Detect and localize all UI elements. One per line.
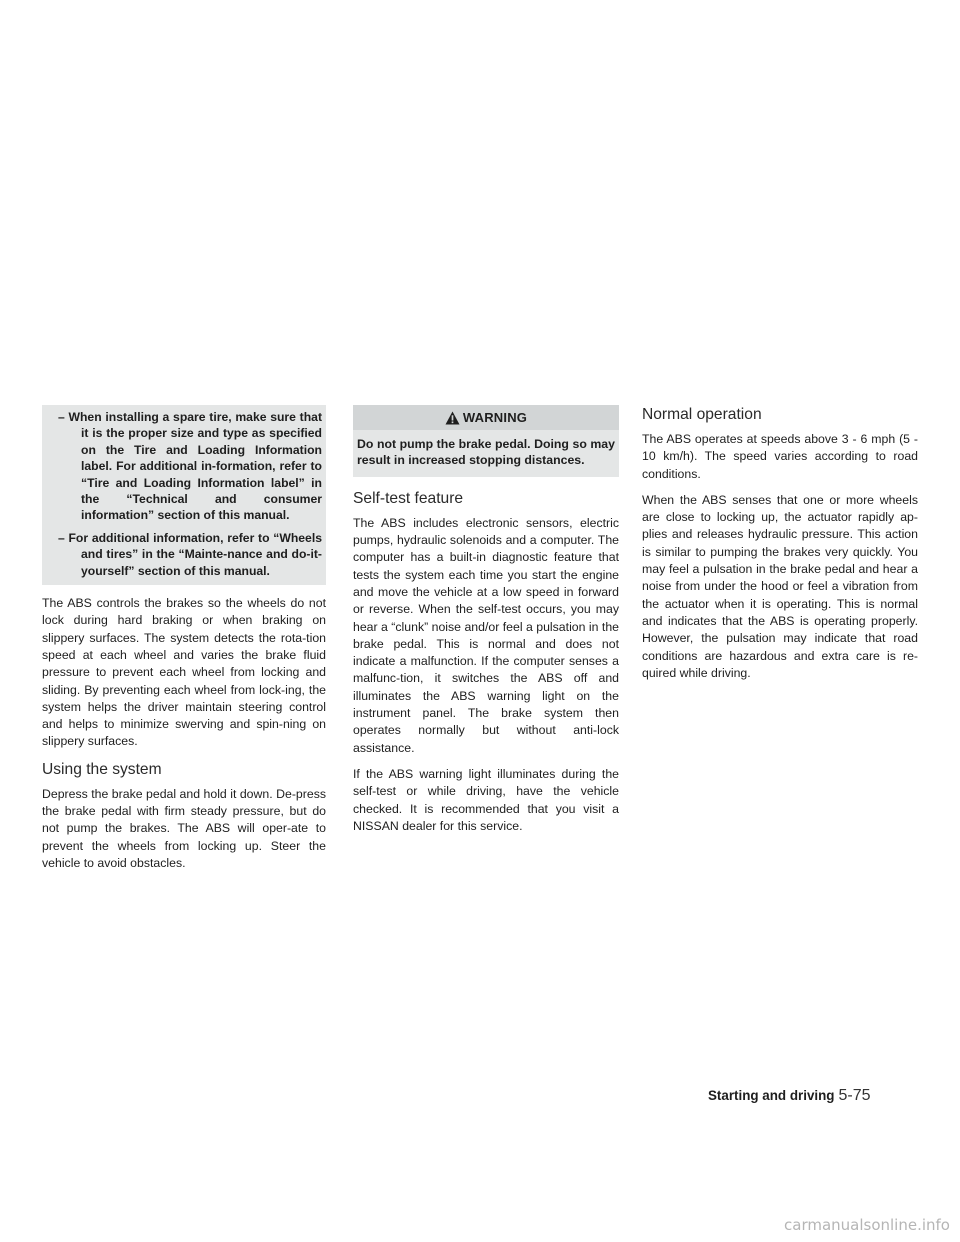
- page-number: 5-75: [838, 1087, 871, 1104]
- warning-text: Do not pump the brake pedal. Doing so may result in increased stopping distances.: [357, 437, 615, 468]
- self-test-paragraph-2: If the ABS warning light illuminates during the self-test or while driving, have the vehicle checked. It is recommended that you visit a NISSAN dealer for this service.: [353, 766, 619, 833]
- warning-box: [353, 405, 619, 477]
- note-item-spare-tire: – When installing a spare tire, make sure that it is the proper size and type as specified on the Tire and Loading Information label. For additional in-formation, refer to “Tire and Loading Information label” in the “Technical and consumer information” section of this manual.: [58, 410, 322, 523]
- using-system-heading: Using the system: [42, 760, 162, 778]
- normal-operation-paragraph-1: The ABS operates at speeds above 3 - 6 mph (5 - 10 km/h). The speed varies according to road conditions.: [642, 432, 918, 481]
- warning-header: [353, 405, 619, 430]
- abs-intro-paragraph: The ABS controls the brakes so the wheels do not lock during hard braking or when braking on slippery surfaces. The system detects the rota-tion speed at each wheel and varies the brake fluid pressure to prevent each wheel from locking and sliding. By preventing each wheel from lock-ing, the system helps the driver maintain steering control and helps to minimize swerving and spin-ning on slippery surfaces.: [42, 596, 326, 749]
- middle-column: [353, 405, 619, 844]
- self-test-paragraph-1: The ABS includes electronic sensors, electric pumps, hydraulic solenoids and a computer. The computer has a built-in diagnostic feature that tests the system each time you start the engine and move the vehicle at a low speed in forward or reverse. When the self-test occurs, you may hear a “clunk” noise and/or feel a pulsation in the brake pedal. This is normal and does not indicate a malfunction. If the computer senses a malfunc-tion, it switches the ABS off and illuminates the ABS warning light on the instrument panel. The brake system then operates normally but without anti-lock assistance.: [353, 515, 619, 755]
- note-box: [42, 405, 326, 585]
- footer-section-title: Starting and driving: [708, 1088, 835, 1103]
- self-test-heading: Self-test feature: [353, 489, 464, 507]
- note-item-wheels-tires: – For additional information, refer to “Wheels and tires” in the “Mainte-nance and do-it-yourself” section of this manual.: [58, 530, 322, 578]
- page-footer: [708, 1087, 871, 1105]
- warning-title: WARNING: [462, 409, 528, 425]
- normal-operation-heading: Normal operation: [642, 406, 762, 423]
- warning-triangle-icon: [445, 411, 460, 425]
- using-system-paragraph: Depress the brake pedal and hold it down. De-press the brake pedal with firm steady pressure, but do not pump the brakes. The ABS will oper-ate to prevent the wheels from locking up. Steer the vehicle to avoid obstacles.: [42, 786, 326, 870]
- right-column: [642, 405, 918, 691]
- watermark: carmanualsonline.info: [784, 1216, 950, 1234]
- normal-operation-paragraph-2: When the ABS senses that one or more wheels are close to locking up, the actuator rapidly ap-plies and releases hydraulic pressure. This action is similar to pumping the brakes very quickly. You may feel a pulsation in the brake pedal and hear a noise from under the hood or feel a vibration from the actuator when it is operating. This is normal and indicates that the ABS is operating properly. However, the pulsation may indicate that road conditions are hazardous and extra care is re-quired while driving.: [642, 492, 918, 680]
- left-column: [42, 405, 326, 881]
